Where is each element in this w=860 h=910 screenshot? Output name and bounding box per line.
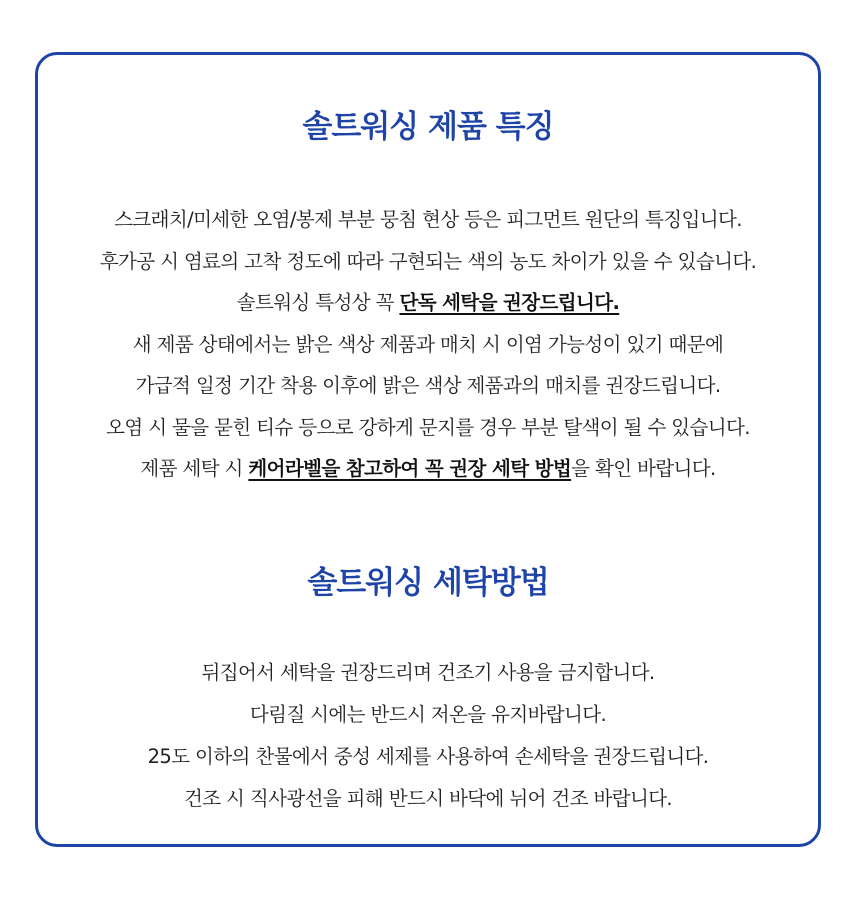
features-line-4: 새 제품 상태에서는 밝은 색상 제품과 매치 시 이염 가능성이 있기 때문에 bbox=[132, 332, 724, 356]
features-line-5: 가급적 일정 기간 착용 이후에 밝은 색상 제품과의 매치를 권장드립니다. bbox=[135, 374, 721, 397]
washing-line-3: 25도 이하의 찬물에서 중성 세제를 사용하여 손세탁을 권장드립니다. bbox=[147, 745, 709, 768]
washing-line-2: 다림질 시에는 반드시 저온을 유지바랍니다. bbox=[249, 703, 607, 726]
washing-text bbox=[38, 652, 818, 820]
features-line-3 bbox=[38, 282, 818, 324]
features-text bbox=[38, 199, 818, 490]
features-line-7-tail: 을 확인 바랍니다. bbox=[571, 457, 716, 480]
features-line-3-text: 솔트워싱 특성상 꼭 bbox=[236, 291, 400, 314]
washing-line-1: 뒤집어서 세탁을 권장드리며 건조기 사용을 금지합니다. bbox=[201, 661, 655, 684]
features-line-6: 오염 시 물을 묻힌 티슈 등으로 강하게 문지를 경우 부분 탈색이 될 수 있습니다. bbox=[106, 415, 750, 439]
features-line-3-emphasis: 단독 세탁을 권장드립니다. bbox=[399, 291, 620, 314]
features-line-7-emphasis: 케어라벨을 참고하여 꼭 권장 세탁 방법 bbox=[248, 457, 572, 480]
washing-title: 솔트워싱 세탁방법 bbox=[307, 565, 549, 601]
features-line-7-text: 제품 세탁 시 bbox=[140, 457, 249, 480]
features-line-7 bbox=[38, 448, 818, 490]
features-title: 솔트워싱 제품 특징 bbox=[302, 109, 554, 145]
info-card bbox=[35, 52, 821, 847]
features-line-1: 스크래치/미세한 오염/봉제 부분 뭉침 현상 등은 피그먼트 원단의 특징입니다. bbox=[114, 208, 742, 231]
features-line-2: 후가공 시 염료의 고착 정도에 따라 구현되는 색의 농도 차이가 있을 수 있습니다. bbox=[99, 249, 757, 273]
washing-line-4: 건조 시 직사광선을 피해 반드시 바닥에 뉘어 건조 바랍니다. bbox=[183, 787, 673, 810]
